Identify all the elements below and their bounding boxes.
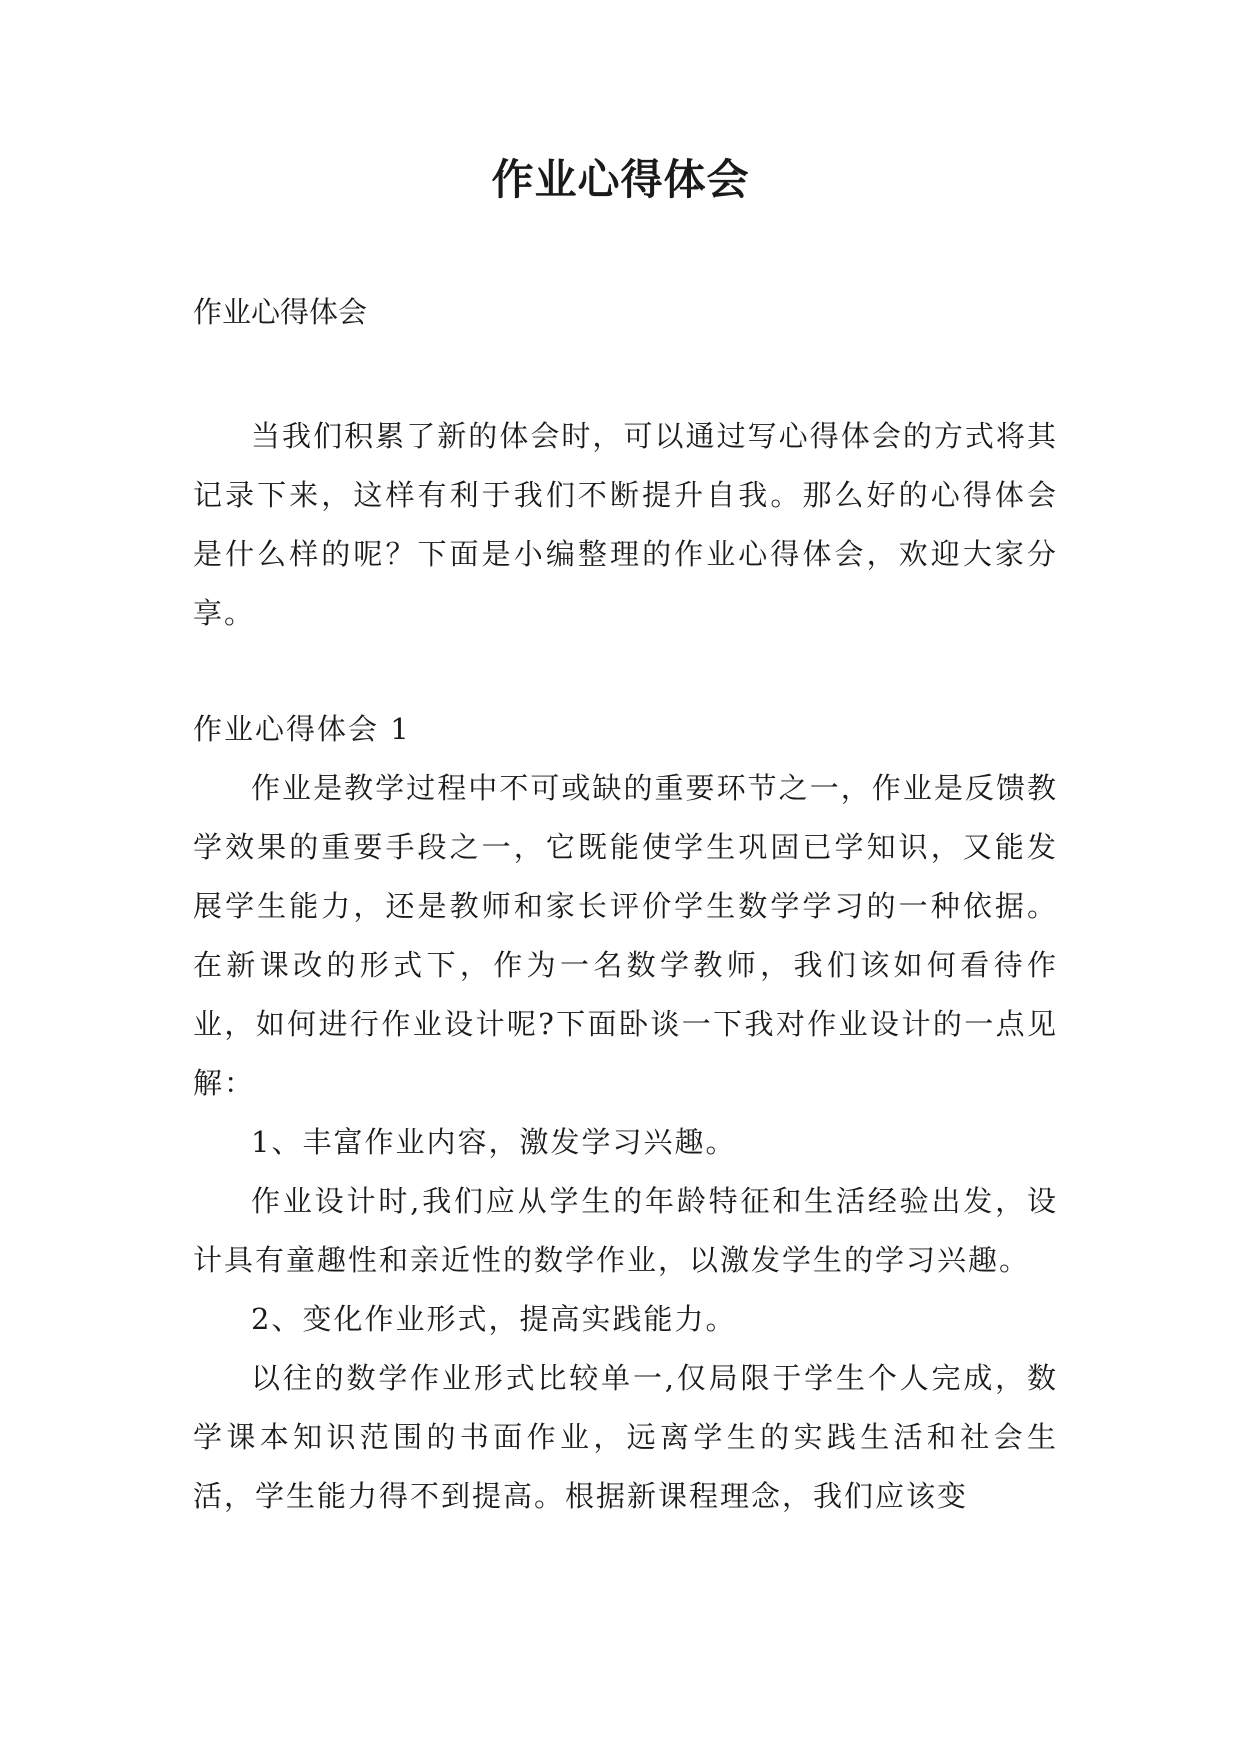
section-1-point-2: 2、变化作业形式，提高实践能力。 <box>251 1302 737 1336</box>
section-1-paragraph-2: 作业设计时,我们应从学生的年龄特征和生活经验出发，设计具有童趣性和亲近性的数学作业，以激发学生的学习兴趣。 <box>193 1184 1058 1277</box>
section-1-paragraph-1: 作业是教学过程中不可或缺的重要环节之一，作业是反馈教学效果的重要手段之一，它既能使学生巩固已学知识，又能发展学生能力，还是教师和家长评价学生数学学习的一种依据。在新课改的形式下，作为一名数学教师，我们该如何看待作业，如何进行作业设计呢?下面卧谈一下我对作业设计的一点见解： <box>193 771 1058 1100</box>
section-1-paragraph-3: 以往的数学作业形式比较单一,仅局限于学生个人完成，数学课本知识范围的书面作业，远离学生的实践生活和社会生活，学生能力得不到提高。根据新课程理念，我们应该变 <box>193 1361 1058 1513</box>
document-title: 作业心得体会 <box>491 155 750 204</box>
section-1-point-1: 1、丰富作业内容，激发学习兴趣。 <box>251 1125 737 1159</box>
intro-paragraph: 当我们积累了新的体会时，可以通过写心得体会的方式将其记录下来，这样有利于我们不断提升自我。那么好的心得体会是什么样的呢？下面是小编整理的作业心得体会，欢迎大家分享。 <box>193 419 1058 630</box>
intro-block <box>193 407 1058 643</box>
section-1-heading: 作业心得体会 1 <box>193 712 411 746</box>
document-subtitle: 作业心得体会 <box>193 295 368 329</box>
section-1 <box>193 700 1058 1526</box>
